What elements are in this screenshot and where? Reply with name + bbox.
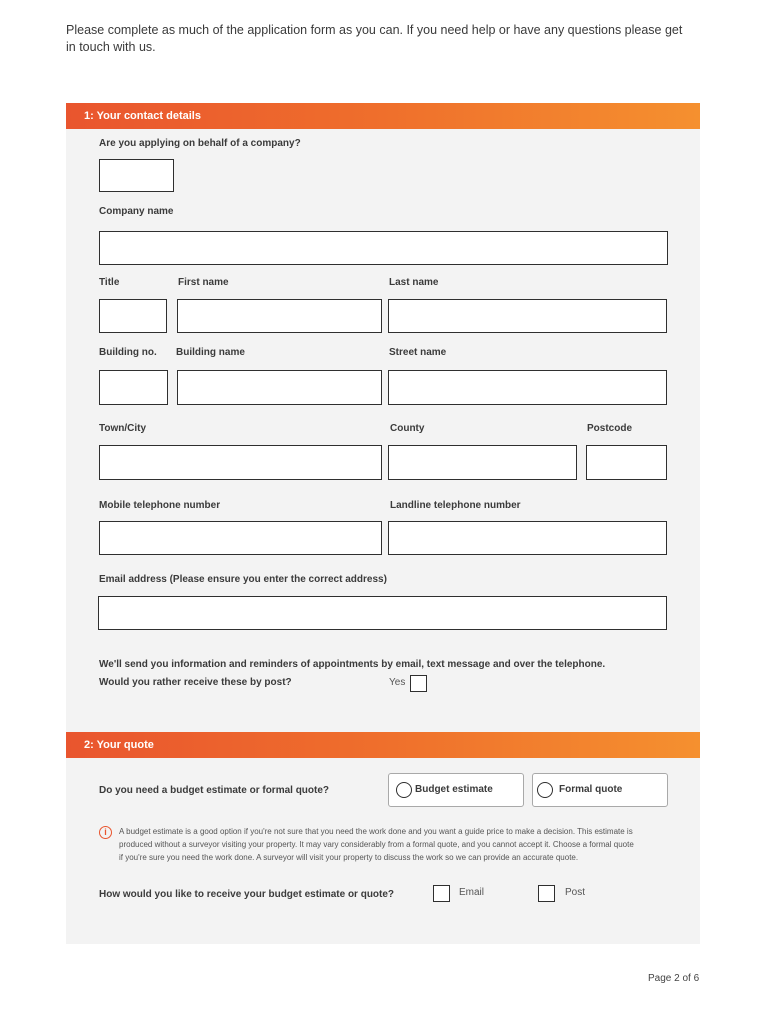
last-name-input[interactable] bbox=[388, 299, 667, 333]
budget-estimate-option[interactable] bbox=[388, 773, 524, 807]
email-label: Email address (Please ensure you enter the correct address) bbox=[99, 574, 387, 585]
town-city-input[interactable] bbox=[99, 445, 382, 480]
info-icon: i bbox=[99, 826, 112, 839]
title-input[interactable] bbox=[99, 299, 167, 333]
receive-question-label: How would you like to receive your budget estimate or quote? bbox=[99, 889, 395, 900]
post-checkbox[interactable] bbox=[538, 885, 555, 902]
street-name-label: Street name bbox=[389, 347, 447, 358]
mobile-label: Mobile telephone number bbox=[99, 500, 221, 511]
company-name-input[interactable] bbox=[99, 231, 668, 265]
last-name-label: Last name bbox=[389, 277, 439, 288]
formal-quote-radio[interactable] bbox=[537, 782, 553, 798]
county-label: County bbox=[390, 423, 425, 434]
title-label: Title bbox=[99, 277, 120, 288]
building-no-label: Building no. bbox=[99, 347, 157, 358]
page-number: Page 2 of 6 bbox=[648, 973, 700, 984]
post-question-label: Would you rather receive these by post? bbox=[99, 677, 292, 688]
info-line-3: if you're sure you need the work done. A surveyor will visit your property to discuss the work so we can provide an accurate quote. bbox=[119, 853, 579, 862]
budget-estimate-radio[interactable] bbox=[396, 782, 412, 798]
mobile-input[interactable] bbox=[99, 521, 382, 555]
contact-notice: We'll send you information and reminders of appointments by email, text message and over the telephone. bbox=[99, 659, 606, 670]
email-checkbox[interactable] bbox=[433, 885, 450, 902]
postcode-input[interactable] bbox=[586, 445, 667, 480]
company-answer-field[interactable] bbox=[99, 159, 174, 192]
section-1-header bbox=[66, 103, 700, 129]
email-input[interactable] bbox=[98, 596, 667, 630]
first-name-input[interactable] bbox=[177, 299, 382, 333]
yes-label: Yes bbox=[389, 677, 406, 688]
street-name-input[interactable] bbox=[388, 370, 667, 405]
section-2-header: 2: Your quote bbox=[66, 732, 700, 758]
company-question-label: Are you applying on behalf of a company? bbox=[99, 138, 301, 149]
building-no-input[interactable] bbox=[99, 370, 168, 405]
landline-label: Landline telephone number bbox=[390, 500, 521, 511]
building-name-input[interactable] bbox=[177, 370, 382, 405]
info-line-2: produced without a surveyor visiting your property. It may vary considerably from a formal quote, and you cannot accept it. Choose a formal quote bbox=[119, 840, 634, 849]
formal-quote-label: Formal quote bbox=[559, 784, 623, 795]
formal-quote-option[interactable] bbox=[532, 773, 668, 807]
first-name-label: First name bbox=[178, 277, 229, 288]
email-option-label: Email bbox=[459, 887, 485, 898]
budget-estimate-label: Budget estimate bbox=[415, 784, 493, 795]
town-city-label: Town/City bbox=[99, 423, 147, 434]
section-1-title-prefix: 1: Your bbox=[84, 110, 124, 122]
info-line-1: A budget estimate is a good option if you're not sure that you need the work done and you want a guide price to make a decision. This estimate is bbox=[119, 827, 633, 836]
quote-question-label: Do you need a budget estimate or formal quote? bbox=[99, 785, 330, 796]
landline-input[interactable] bbox=[388, 521, 667, 555]
post-option-label: Post bbox=[565, 887, 586, 898]
county-input[interactable] bbox=[388, 445, 577, 480]
section-1-title-suffix: details bbox=[163, 110, 201, 122]
company-name-label: Company name bbox=[99, 206, 174, 217]
postcode-label: Postcode bbox=[587, 423, 633, 434]
quote-info-text bbox=[119, 825, 679, 864]
intro-text: Please complete as much of the application form as you can. If you need help or have any questions please get in touch with us. bbox=[66, 23, 683, 54]
section-1-title-bold: contact bbox=[123, 110, 164, 122]
building-name-label: Building name bbox=[176, 347, 245, 358]
post-yes-checkbox[interactable] bbox=[410, 675, 427, 692]
